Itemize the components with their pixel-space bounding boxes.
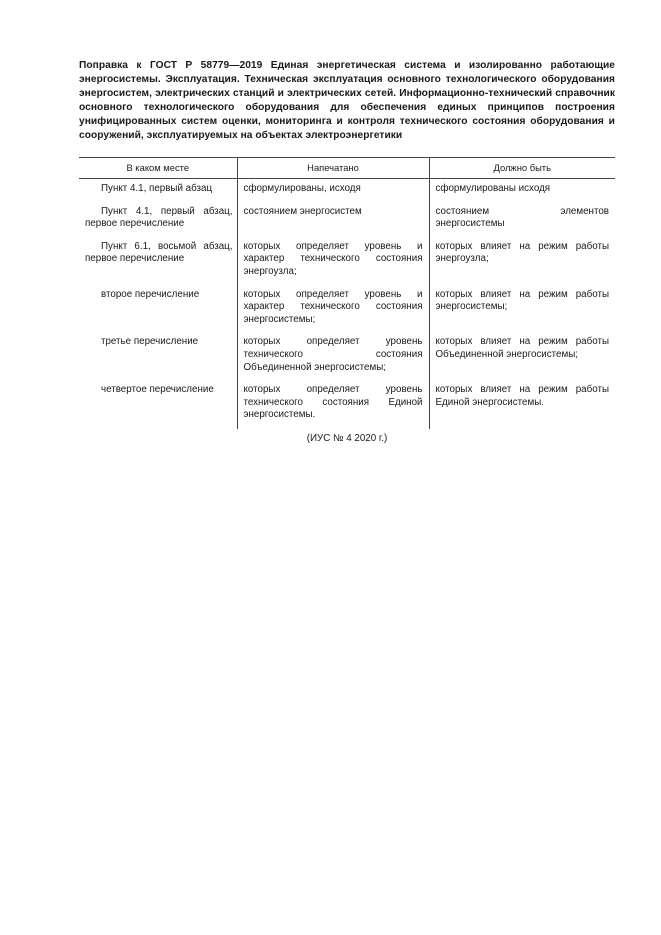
cell-printed: которых определяет уровень технического состояния Единой энергосистемы. xyxy=(237,381,429,429)
cell-should-be: которых влияет на режим работы энергоузла; xyxy=(429,238,615,286)
cell-place: Пункт 6.1, восьмой абзац, первое перечисление xyxy=(85,240,233,265)
cell-place: третье перечисление xyxy=(101,336,199,348)
table-row xyxy=(79,286,615,334)
table-row xyxy=(79,381,615,429)
cell-printed: которых определяет уровень и характер технического состояния энергосистемы; xyxy=(237,286,429,334)
column-header-should-be: Должно быть xyxy=(429,158,615,179)
document-footer-source: (ИУС № 4 2020 г.) xyxy=(306,433,388,444)
cell-should-be: которых влияет на режим работы Единой энергосистемы. xyxy=(429,381,615,429)
cell-place: Пункт 4.1, первый абзац xyxy=(101,183,213,194)
cell-should-be: сформулированы исходя xyxy=(429,179,615,203)
table-header-row xyxy=(79,158,615,179)
corrections-table xyxy=(79,157,615,429)
table-row xyxy=(79,238,615,286)
document-heading: Поправка к ГОСТ Р 58779—2019 Единая энергетическая система и изолированно работающие энергосистемы. Эксплуатация. Техническая эксплуатация основного технологического оборудования энергосистем, электрических станций и электрических сетей. Информационно-технический справочник основного технологического оборудования для обеспечения единых принципов построения унифицированных систем оценки, мониторинга и контроля технического состояния оборудования и сооружений, эксплуатируемых на объектах электроэнергетики xyxy=(79,60,615,142)
cell-printed: которых определяет уровень и характер технического состояния энергоузла; xyxy=(237,238,429,286)
column-header-printed: Напечатано xyxy=(237,158,429,179)
table-row xyxy=(79,203,615,238)
cell-should-be: которых влияет на режим работы энергосистемы; xyxy=(429,286,615,334)
table-row xyxy=(79,179,615,203)
column-header-place: В каком месте xyxy=(79,158,237,179)
cell-printed: состоянием энергосистем xyxy=(237,203,429,238)
cell-printed: которых определяет уровень технического состояния Объединенной энергосистемы; xyxy=(237,333,429,381)
cell-should-be: состоянием элементов энергосистемы xyxy=(429,203,615,238)
cell-should-be: которых влияет на режим работы Объединенной энергосистемы; xyxy=(429,333,615,381)
cell-place: второе перечисление xyxy=(101,288,200,300)
cell-printed: сформулированы, исходя xyxy=(237,179,429,203)
cell-place: Пункт 4.1, первый абзац, первое перечисление xyxy=(85,205,233,230)
cell-place: четвертое перечисление xyxy=(101,384,214,396)
table-row xyxy=(79,333,615,381)
